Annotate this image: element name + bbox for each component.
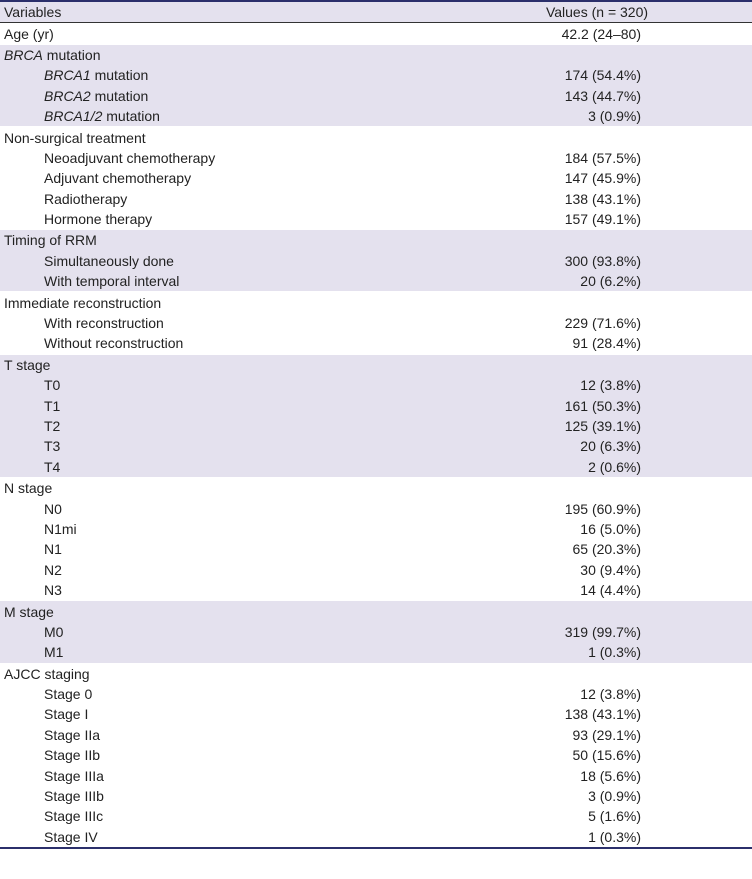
table-row	[0, 65, 752, 85]
row-label	[0, 209, 442, 230]
group-value: 42.2 (24–80)	[561, 25, 641, 42]
table-row	[0, 395, 752, 415]
row-label-italic: BRCA2	[44, 87, 91, 104]
group-value	[442, 230, 752, 251]
table-row	[0, 375, 752, 395]
table-row	[0, 827, 752, 848]
row-label	[0, 498, 442, 518]
table-row	[0, 786, 752, 806]
table-group	[0, 354, 752, 477]
group-row	[0, 230, 752, 251]
table-row	[0, 684, 752, 704]
group-label-text: Immediate reconstruction	[4, 294, 162, 311]
row-label-text: Stage IIb	[44, 747, 101, 764]
row-label	[0, 148, 442, 168]
table-row	[0, 704, 752, 724]
group-label-text: Timing of RRM	[4, 232, 97, 249]
group-label-text: M stage	[4, 603, 54, 620]
group-value	[442, 601, 752, 622]
row-label-text: Stage IIIc	[44, 808, 104, 825]
row-label	[0, 704, 442, 724]
row-label-text: Hormone therapy	[44, 211, 153, 228]
table-group	[0, 44, 752, 127]
row-label-text: mutation	[90, 87, 149, 104]
table-group	[0, 230, 752, 292]
header-variables: Variables	[0, 1, 442, 23]
row-value: 184 (57.5%)	[564, 149, 641, 166]
table-row	[0, 168, 752, 188]
row-value: 174 (54.4%)	[442, 65, 752, 85]
group-row	[0, 23, 752, 44]
row-label-text: Without reconstruction	[44, 335, 184, 352]
row-label	[0, 65, 442, 85]
table-group	[0, 292, 752, 354]
row-label	[0, 436, 442, 456]
row-label-text: With reconstruction	[44, 315, 164, 332]
row-label	[0, 560, 442, 580]
group-label-text: T stage	[4, 356, 51, 373]
group-label	[0, 23, 442, 44]
row-value: 16 (5.0%)	[580, 520, 641, 537]
group-label	[0, 663, 442, 684]
row-label-text: Stage I	[44, 706, 89, 723]
table-row	[0, 498, 752, 518]
row-value: 20 (6.3%)	[442, 436, 752, 456]
row-label	[0, 622, 442, 642]
group-label	[0, 44, 442, 65]
table-row	[0, 806, 752, 826]
row-label	[0, 395, 442, 415]
row-label	[0, 806, 442, 826]
row-value: 5 (1.6%)	[588, 808, 641, 825]
table-row	[0, 189, 752, 209]
row-label-text: Stage IIIa	[44, 767, 104, 784]
row-label-text: Simultaneously done	[44, 252, 174, 269]
table-row	[0, 745, 752, 765]
row-label-text: M1	[44, 644, 64, 661]
row-label	[0, 375, 442, 395]
group-value	[442, 44, 752, 65]
row-label	[0, 106, 442, 127]
group-label	[0, 477, 442, 498]
row-label	[0, 765, 442, 785]
row-label	[0, 416, 442, 436]
table-row	[0, 416, 752, 436]
row-label-text: N1mi	[44, 520, 77, 537]
table-row	[0, 148, 752, 168]
row-label	[0, 519, 442, 539]
row-value: 12 (3.8%)	[580, 686, 641, 703]
row-value: 30 (9.4%)	[580, 561, 641, 578]
row-label-text: mutation	[102, 108, 160, 125]
table-row	[0, 580, 752, 601]
group-row	[0, 477, 752, 498]
row-label	[0, 539, 442, 559]
table-row	[0, 209, 752, 230]
table-row	[0, 436, 752, 456]
row-label-text: Stage IV	[44, 828, 98, 845]
table-group	[0, 127, 752, 230]
row-label-italic: BRCA1/2	[44, 108, 103, 125]
row-label-text: Neoadjuvant chemotherapy	[44, 149, 216, 166]
row-value: 91 (28.4%)	[572, 335, 641, 352]
table-group	[0, 23, 752, 44]
group-row	[0, 601, 752, 622]
row-label	[0, 827, 442, 848]
group-label-text: Age (yr)	[4, 25, 54, 42]
group-row	[0, 292, 752, 313]
row-label	[0, 271, 442, 292]
table-row	[0, 560, 752, 580]
row-label-text: Stage IIa	[44, 726, 101, 743]
row-label-text: N3	[44, 582, 62, 599]
row-value: 3 (0.9%)	[588, 788, 641, 805]
group-label-text: N stage	[4, 480, 53, 497]
row-label	[0, 457, 442, 478]
table-group	[0, 601, 752, 663]
row-label-text: mutation	[90, 67, 149, 84]
group-value	[442, 292, 752, 313]
group-label	[0, 601, 442, 622]
row-label-text: T4	[44, 458, 61, 475]
table-row	[0, 251, 752, 271]
group-row	[0, 354, 752, 375]
table-row	[0, 765, 752, 785]
row-value: 300 (93.8%)	[442, 251, 752, 271]
table-group	[0, 663, 752, 848]
group-label-text: Non-surgical treatment	[4, 129, 146, 146]
row-value: 143 (44.7%)	[442, 86, 752, 106]
group-label-text: mutation	[42, 46, 101, 63]
row-label-text: T1	[44, 397, 61, 414]
row-label	[0, 725, 442, 745]
row-value: 319 (99.7%)	[442, 622, 752, 642]
row-value: 93 (29.1%)	[572, 726, 641, 743]
row-value: 18 (5.6%)	[580, 767, 641, 784]
row-label	[0, 313, 442, 333]
group-value	[442, 663, 752, 684]
row-label-italic: BRCA1	[44, 67, 91, 84]
group-label	[0, 292, 442, 313]
group-value	[442, 354, 752, 375]
row-value: 1 (0.3%)	[442, 642, 752, 663]
row-value: 20 (6.2%)	[442, 271, 752, 292]
row-label-text: Radiotherapy	[44, 190, 128, 207]
row-value: 195 (60.9%)	[564, 500, 641, 517]
row-value: 125 (39.1%)	[442, 416, 752, 436]
row-label-text: T3	[44, 438, 61, 455]
table-row	[0, 642, 752, 663]
group-label	[0, 127, 442, 148]
row-label-text: Stage 0	[44, 686, 93, 703]
row-label	[0, 580, 442, 601]
group-value	[442, 477, 752, 498]
group-row	[0, 127, 752, 148]
table-row	[0, 106, 752, 127]
table-group	[0, 477, 752, 600]
group-label	[0, 230, 442, 251]
row-label	[0, 251, 442, 271]
row-label	[0, 189, 442, 209]
row-label	[0, 86, 442, 106]
row-value: 229 (71.6%)	[564, 315, 641, 332]
table-row	[0, 333, 752, 354]
group-row	[0, 44, 752, 65]
group-value	[442, 127, 752, 148]
row-value: 14 (4.4%)	[580, 582, 641, 599]
row-value: 1 (0.3%)	[588, 828, 641, 845]
row-label	[0, 642, 442, 663]
table-row	[0, 313, 752, 333]
row-label	[0, 786, 442, 806]
row-value: 2 (0.6%)	[442, 457, 752, 478]
group-label-italic: BRCA	[4, 46, 43, 63]
row-label-text: Stage IIIb	[44, 788, 104, 805]
row-label	[0, 684, 442, 704]
row-value: 50 (15.6%)	[572, 747, 641, 764]
row-label-text: T2	[44, 418, 61, 434]
table-row	[0, 622, 752, 642]
table-row	[0, 539, 752, 559]
table-row	[0, 86, 752, 106]
row-label	[0, 745, 442, 765]
table-row	[0, 519, 752, 539]
table-row	[0, 271, 752, 292]
group-label	[0, 354, 442, 375]
row-label	[0, 333, 442, 354]
row-value: 3 (0.9%)	[442, 106, 752, 127]
header-values: Values (n = 320)	[442, 1, 752, 23]
group-label-text: AJCC staging	[4, 665, 90, 682]
row-value: 157 (49.1%)	[564, 211, 641, 228]
row-value: 65 (20.3%)	[572, 541, 641, 558]
row-label	[0, 168, 442, 188]
table-row	[0, 457, 752, 478]
row-value: 161 (50.3%)	[442, 395, 752, 415]
group-row	[0, 663, 752, 684]
row-value: 147 (45.9%)	[564, 170, 641, 187]
row-label-text: M0	[44, 623, 64, 640]
row-label-text: N0	[44, 500, 62, 517]
row-value: 12 (3.8%)	[442, 375, 752, 395]
row-value: 138 (43.1%)	[564, 706, 641, 723]
table-header	[0, 1, 752, 23]
row-label-text: N2	[44, 561, 62, 578]
row-label-text: Adjuvant chemotherapy	[44, 170, 192, 187]
row-label-text: T0	[44, 377, 61, 394]
row-value: 138 (43.1%)	[564, 190, 641, 207]
table-row	[0, 725, 752, 745]
row-label-text: N1	[44, 541, 62, 558]
row-label-text: With temporal interval	[44, 273, 180, 290]
